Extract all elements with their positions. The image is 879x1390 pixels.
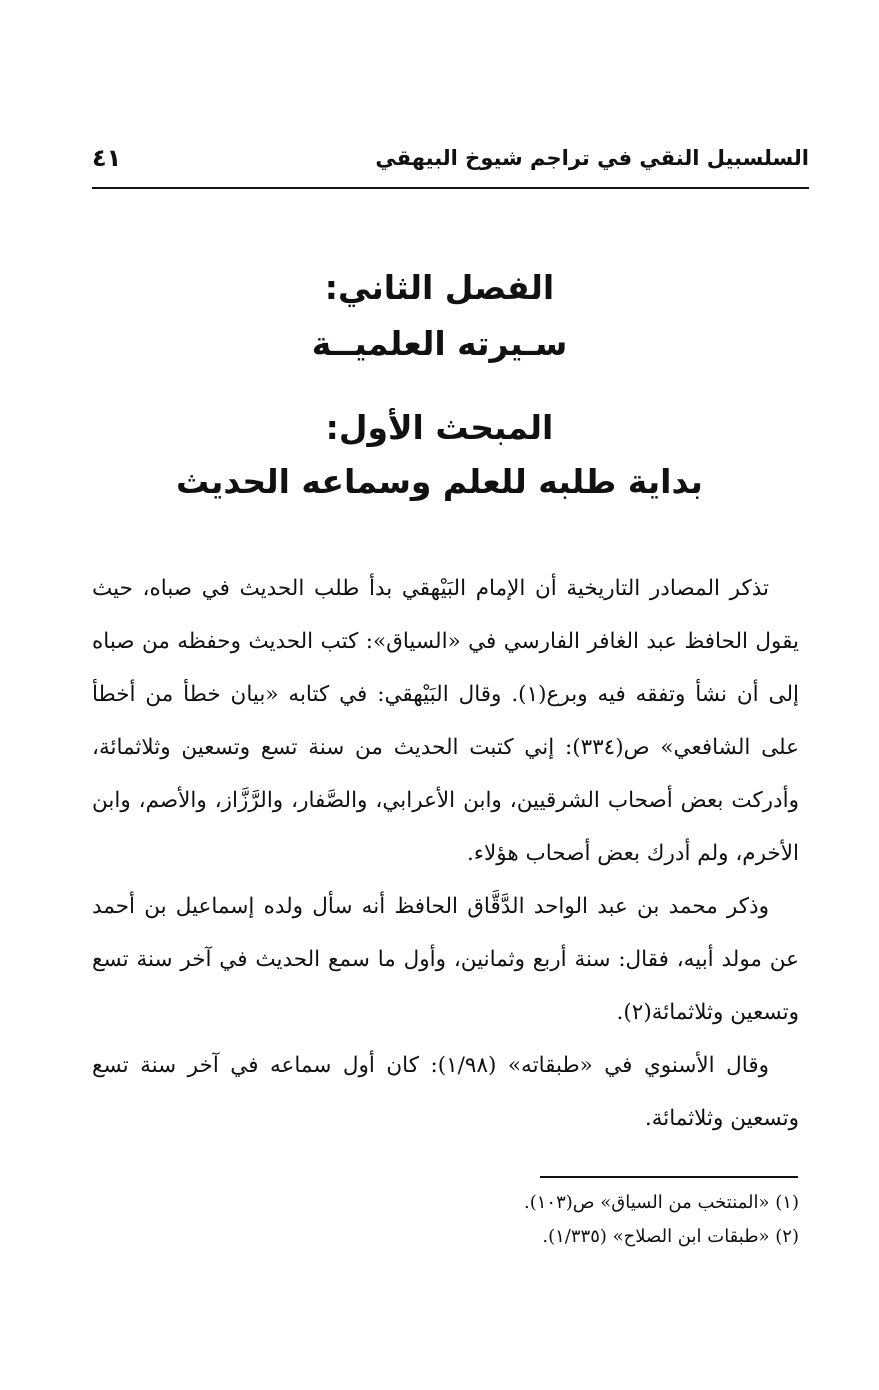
section-subtitle: بداية طلبه للعلم وسماعه الحديث <box>176 462 703 501</box>
page-number: ٤١ <box>92 144 122 172</box>
chapter-subtitle: سـيرته العلميــة <box>311 324 568 363</box>
page-header <box>92 140 809 184</box>
running-title: السلسبيل النقي في تراجم شيوخ البيهقي <box>375 146 809 170</box>
chapter-title: الفصل الثاني: <box>324 268 555 307</box>
header-divider <box>92 187 809 189</box>
paragraph: تذكر المصادر التاريخية أن الإمام البَيْهقي بدأ طلب الحديث في صباه، حيث يقول الحافظ عبد الغافر الفارسي في «السياق»: كتب الحديث وحفظه من صباه إلى أن نشأ وتفقه فيه وبرع(١). وقال البَيْهقي: في كتابه «بيان خطأ من أخطأ على الشافعي» ص(٣٣٤): إني كتبت الحديث من سنة تسع وتسعين وثلاثمائة، وأدركت بعض أصحاب الشرقيين، وابن الأعرابي، والصَّفار، والرَّزَّاز، والأصم، وابن الأخرم، ولم أدرك بعض أصحاب هؤلاء. <box>92 576 799 866</box>
section-title: المبحث الأول: <box>325 408 554 447</box>
paragraph: وذكر محمد بن عبد الواحد الدَّقَّاق الحافظ أنه سأل ولده إسماعيل بن أحمد عن مولد أبيه، فقال: سنة أربع وثمانين، وأول ما سمع الحديث في آخر سنة تسع وتسعين وثلاثمائة(٢). <box>92 894 799 1025</box>
footnotes <box>92 1186 799 1254</box>
footnote: (٢) «طبقات ابن الصلاح» (١/٣٣٥). <box>542 1226 799 1247</box>
body-text <box>92 562 799 1145</box>
footnote-divider <box>540 1176 798 1178</box>
paragraph: وقال الأسنوي في «طبقاته» (١/٩٨): كان أول سماعه في آخر سنة تسع وتسعين وثلاثمائة. <box>92 1053 799 1131</box>
footnote: (١) «المنتخب من السياق» ص(١٠٣). <box>523 1192 799 1213</box>
